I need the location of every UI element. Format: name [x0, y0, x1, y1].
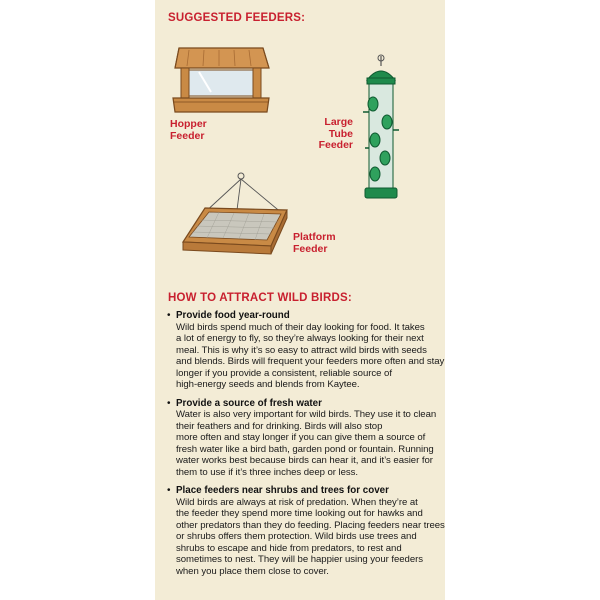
- platform-feeder-illustration: [179, 170, 291, 266]
- info-panel: [155, 0, 445, 600]
- tip-item: [167, 485, 445, 577]
- hopper-feeder-illustration: [169, 42, 273, 116]
- hopper-feeder-label: Hopper Feeder: [170, 118, 207, 142]
- bullet-icon: •: [167, 397, 171, 409]
- tip-body: Wild birds are always at risk of predation. When they’re at the feeder they spend more time looking out for hawks and other predators than they do feeding. Placing feeders near trees or shrubs offers them protection. Wild birds use trees and shrubs to escape and hide from predators, to rest and sometimes to nest. They will be happier using your feeders when you place them close to cover.: [176, 496, 445, 577]
- tip-item: [167, 310, 445, 391]
- tip-body: Wild birds spend much of their day looking for food. It takes a lot of energy to fly, so they’re always looking for their next meal. This is why it’s so easy to attract wild birds with seeds and blends. Birds will frequent your feeders more often and stay longer if you provide a consistent, reliable source of high-energy seeds and blends from Kaytee.: [176, 321, 445, 390]
- tip-title: Provide a source of fresh water: [176, 397, 322, 409]
- tips-list: [167, 310, 445, 584]
- bullet-icon: •: [167, 310, 171, 321]
- tube-feeder-label: Large Tube Feeder: [318, 116, 353, 151]
- bullet-icon: •: [167, 485, 171, 496]
- tip-title: Place feeders near shrubs and trees for cover: [176, 485, 389, 496]
- tube-feeder-illustration: [357, 54, 405, 204]
- suggested-feeders-heading: SUGGESTED FEEDERS:: [168, 12, 306, 24]
- attract-birds-heading: HOW TO ATTRACT WILD BIRDS:: [168, 292, 352, 304]
- tip-title: Provide food year-round: [176, 310, 290, 321]
- tip-item: [167, 398, 439, 479]
- tip-body: Water is also very important for wild birds. They use it to clean their feathers and for drinking. Birds will also stop more often and stay longer if you can give them a source of fresh water like a bird bath, garden pond or fountain. Running water works best because birds can hear it, and it’s easier for them to use if it’s three inches deep or less.: [176, 409, 437, 478]
- platform-feeder-label: Platform Feeder: [293, 231, 336, 255]
